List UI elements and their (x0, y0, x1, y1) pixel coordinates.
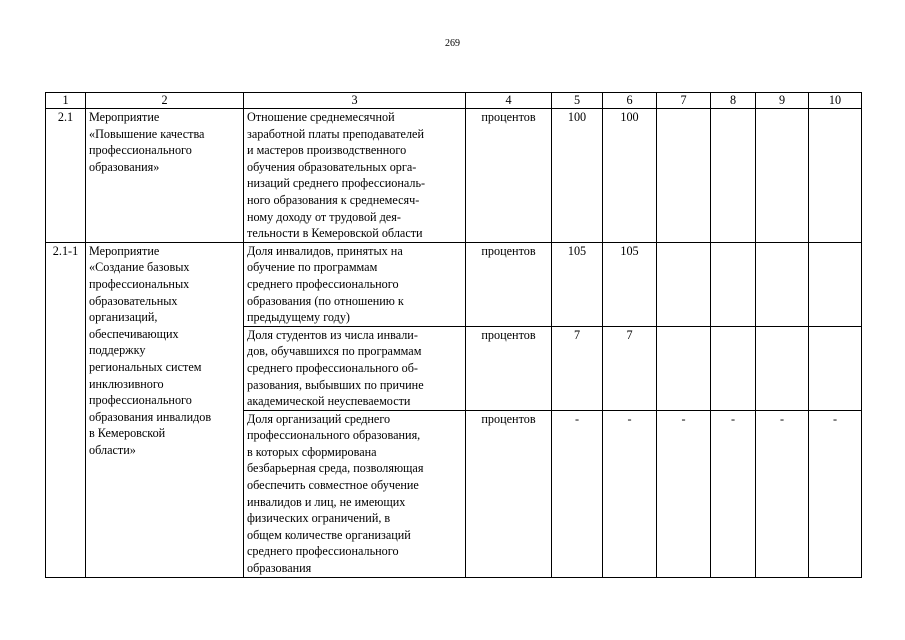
unit-cell: процентов (466, 109, 552, 243)
column-number-5: 5 (552, 93, 603, 109)
value-cell (657, 109, 711, 243)
text-line: обеспечить совместное обучение (247, 478, 419, 493)
text-line: образования» (89, 159, 160, 174)
text-line: обучение по программам (247, 260, 378, 275)
text-line: среднего профессионального об- (247, 360, 418, 375)
column-number-2: 2 (86, 93, 244, 109)
text-line: дов, обучавшихся по программам (247, 344, 422, 359)
value-cell (809, 109, 862, 243)
text-line: «Повышение качества (89, 126, 205, 141)
text-line: инвалидов и лиц, не имеющих (247, 494, 406, 509)
value-cell: 105 (552, 242, 603, 326)
text-line: разования, выбывших по причине (247, 377, 424, 392)
indicator-name (244, 410, 466, 577)
table-row (46, 242, 862, 326)
text-line: общем количестве организаций (247, 527, 411, 542)
text-line: ному доходу от трудовой дея- (247, 209, 401, 224)
value-cell: 100 (603, 109, 657, 243)
indicators-table (45, 92, 862, 578)
text-line: образования (по отношению к (247, 293, 404, 308)
unit-cell: процентов (466, 410, 552, 577)
text-line: академической неуспеваемости (247, 394, 411, 409)
event-name (86, 109, 244, 243)
text-line: и мастеров производственного (247, 143, 407, 158)
text-line: среднего профессионального (247, 544, 399, 559)
value-cell: 7 (603, 326, 657, 410)
value-cell: - (657, 410, 711, 577)
value-cell (711, 326, 756, 410)
text-line: Доля студентов из числа инвали- (247, 327, 418, 342)
text-line: образования инвалидов (89, 409, 212, 424)
text-line: физических ограничений, в (247, 511, 391, 526)
text-line: Доля инвалидов, принятых на (247, 243, 403, 258)
event-name (86, 242, 244, 577)
value-cell: 105 (603, 242, 657, 326)
table-row (46, 109, 862, 243)
text-line: профессиональных (89, 276, 190, 291)
text-line: региональных систем (89, 359, 202, 374)
value-cell: 100 (552, 109, 603, 243)
column-number-7: 7 (657, 93, 711, 109)
value-cell (711, 109, 756, 243)
text-line: тельности в Кемеровской области (247, 226, 423, 241)
value-cell (657, 242, 711, 326)
text-line: «Создание базовых (89, 260, 190, 275)
column-number-1: 1 (46, 93, 86, 109)
indicator-name (244, 242, 466, 326)
value-cell: - (809, 410, 862, 577)
value-cell: - (552, 410, 603, 577)
unit-cell: процентов (466, 242, 552, 326)
value-cell (809, 242, 862, 326)
value-cell (809, 326, 862, 410)
header-row (46, 93, 862, 109)
value-cell: - (711, 410, 756, 577)
text-line: Мероприятие (89, 243, 160, 258)
text-line: организаций, (89, 310, 158, 325)
text-line: инклюзивного (89, 376, 164, 391)
column-number-10: 10 (809, 93, 862, 109)
text-line: в Кемеровской (89, 426, 166, 441)
column-number-4: 4 (466, 93, 552, 109)
text-line: поддержку (89, 343, 146, 358)
text-line: заработной платы преподавателей (247, 126, 424, 141)
page-number: 269 (445, 38, 460, 49)
text-line: области» (89, 442, 136, 457)
value-cell: 7 (552, 326, 603, 410)
value-cell (711, 242, 756, 326)
text-line: обеспечивающих (89, 326, 179, 341)
unit-cell: процентов (466, 326, 552, 410)
row-number: 2.1 (46, 109, 86, 243)
column-number-6: 6 (603, 93, 657, 109)
text-line: низаций среднего профессиональ- (247, 176, 426, 191)
text-line: ного образования к среднемесяч- (247, 192, 420, 207)
text-line: профессионального (89, 143, 192, 158)
value-cell (756, 326, 809, 410)
text-line: Отношение среднемесячной (247, 110, 395, 124)
text-line: профессионального (89, 393, 192, 408)
text-line: Доля организаций среднего (247, 411, 391, 426)
value-cell (657, 326, 711, 410)
indicator-name (244, 326, 466, 410)
row-number: 2.1-1 (46, 242, 86, 577)
text-line: образовательных (89, 293, 178, 308)
text-line: образования (247, 561, 312, 576)
text-line: в которых сформирована (247, 444, 377, 459)
value-cell: - (603, 410, 657, 577)
text-line: Мероприятие (89, 110, 160, 124)
column-number-8: 8 (711, 93, 756, 109)
value-cell (756, 242, 809, 326)
text-line: профессионального образования, (247, 428, 421, 443)
value-cell (756, 109, 809, 243)
text-line: безбарьерная среда, позволяющая (247, 461, 424, 476)
column-number-9: 9 (756, 93, 809, 109)
column-number-3: 3 (244, 93, 466, 109)
value-cell: - (756, 410, 809, 577)
text-line: предыдущему году) (247, 310, 350, 325)
indicator-name (244, 109, 466, 243)
text-line: среднего профессионального (247, 276, 399, 291)
text-line: обучения образовательных орга- (247, 159, 417, 174)
